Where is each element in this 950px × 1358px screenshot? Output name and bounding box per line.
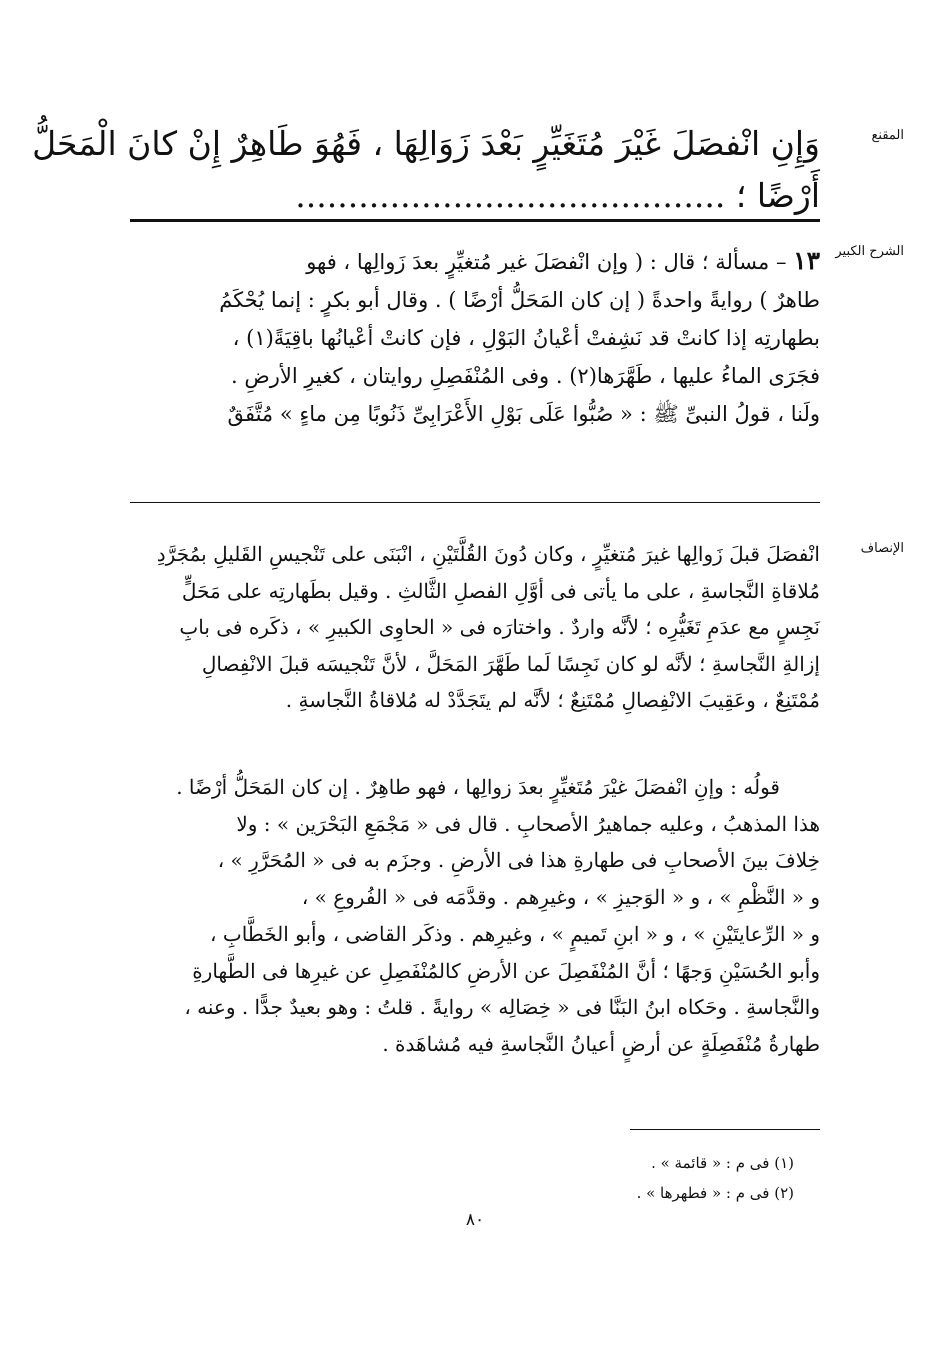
insaf-line: مُلاقاةِ النَّجاسةِ ، على ما يأتى فى أوَّلِ الفصلِ الثَّالثِ . وقيل بطَهارتِه على مَحَلٍّ (181, 578, 820, 603)
thick-divider (130, 219, 820, 222)
sharh-line: ولَنا ، قولُ النبىِّ ﷺ : « صُبُّوا عَلَى بَوْلِ الأَعْرَابِىِّ ذَنُوبًا مِن ماءٍ » مُتَّفَقٌ (227, 402, 820, 426)
sharh-line (130, 242, 820, 281)
qawluhu-line: خِلافَ بينَ الأصحابِ فى طهارةِ هذا فى الأرضِ . وجزَم به فى « المُحَرَّرِ » ، (217, 848, 820, 873)
issue-number: ١٣ (793, 246, 820, 275)
qawluhu-paragraph (130, 769, 820, 1063)
insaf-text (130, 536, 820, 719)
qawluhu-line: والنَّجاسةِ . وحَكاه ابنُ البَنَّا فى « خِصَالِه » روايةً . قلتُ : وهو بعيدٌ جدًّا . وعنه ، (184, 995, 820, 1020)
footnote-divider (630, 1129, 820, 1130)
page-number: ٨٠ (465, 1210, 485, 1230)
muqni-line: وَإِنِ انْفصَلَ غَيْرَ مُتَغَيِّرٍ بَعْدَ زَوَالِهَا ، فَهُوَ طَاهِرٌ إِنْ كانَ الْمَحَلُّ (32, 124, 820, 163)
muqni-text (32, 118, 820, 222)
sharh-line: فجَرَى الماءُ عليها ، طَهَّرَها(٢) . وفى المُنْفَصِلِ روايتان ، كغيرِ الأرضِ . (231, 364, 820, 388)
insaf-line: نَجِسٍ مع عدَمِ تَغَيُّرِه ؛ لأنَّه واردٌ . واختارَه فى « الحاوِى الكبيرِ » ، ذكَره فى بابِ (179, 615, 820, 639)
insaf-line: مُمْتَنِعٌ ، وعَقِيبَ الانْفِصالِ مُمْتَنِعٌ ؛ لأنَّه لم يتَجَدَّدْ له مُلاقاةُ النَّجاسةِ . (285, 688, 820, 712)
insaf-line: إزالةِ النَّجاسةِ ؛ لأنَّه لو كان نَجِسًا لَما طَهَّرَ المَحَلَّ ، لأنَّ تَنْجيسَه قبلَ الانْفِصالِ (201, 651, 820, 676)
qawluhu-line: و « النَّظْمِ » ، و « الوَجيزِ » ، وغيرِهم . وقدَّمَه فى « الفُروعِ » ، (301, 885, 820, 910)
muqni-margin-label: المقنع (871, 128, 904, 143)
sharh-line-text: – مسألة ؛ قال : ( وإن انْفصَلَ غير مُتغيِّرٍ بعدَ زَوالِها ، فهو (306, 250, 787, 274)
qawluhu-line: قولُه : وإنِ انْفصَلَ غيْرَ مُتَغيِّرٍ بعدَ زوالِها ، فهو طاهِرٌ . إن كان المَحَلُّ أرْضًا . (176, 775, 780, 799)
qawluhu-line: و « الرِّعايتَيْنِ » ، و « ابنِ تَميمٍ » ، وغيرِهم . وذكَر القاضى ، وأبو الخَطَّابِ ، (210, 921, 820, 946)
sharh-line: طاهرٌ ) روايةً واحدةً ( إن كان المَحَلُّ أرْضًا ) . وقال أبو بكرٍ : إنما يُحْكَمُ (219, 288, 820, 312)
insaf-margin-label: الإنصاف (860, 541, 904, 556)
footnote: (٢) فى م : « فطهرها » . (636, 1184, 794, 1202)
insaf-line: انْفصَلَ قبلَ زَوالِها غيرَ مُتغيِّرٍ ، وكان دُونَ القُلَّتَيْنِ ، انْبَنَى على تَنْجيسِ القَليلِ بمُجَرَّدِ (156, 542, 820, 566)
thin-divider (130, 502, 820, 503)
qawluhu-line: وأبو الحُسَيْنِ وَجهًا ؛ أنَّ المُنْفَصِلَ عن الأرضِ كالمُنْفَصِلِ عن غيرِها فى الطَّهارةِ (192, 958, 820, 983)
muqni-line: أَرْضًا ؛ ......................................... (295, 176, 820, 215)
sharh-margin-label: الشرح الكبير (835, 244, 904, 259)
sharh-line: بطهارتِه إذا كانتْ قد نَشِفتْ أعْيانُ البَوْلِ ، فإن كانتْ أعْيانُها باقِيَةً(١) ، (232, 326, 820, 350)
qawluhu-line: طهارةُ مُنْفَصِلَةٍ عن أرضٍ أعيانُ النَّجاسةِ فيه مُشاهَدة . (382, 1031, 820, 1056)
qawluhu-line: هذا المذهبُ ، وعليه جماهيرُ الأصحابِ . قال فى « مَجْمَعِ البَحْرَين » : ولا (236, 811, 820, 836)
footnote: (١) فى م : « قائمة » . (651, 1154, 794, 1172)
footnotes (637, 1148, 794, 1208)
sharh-text (130, 242, 820, 433)
